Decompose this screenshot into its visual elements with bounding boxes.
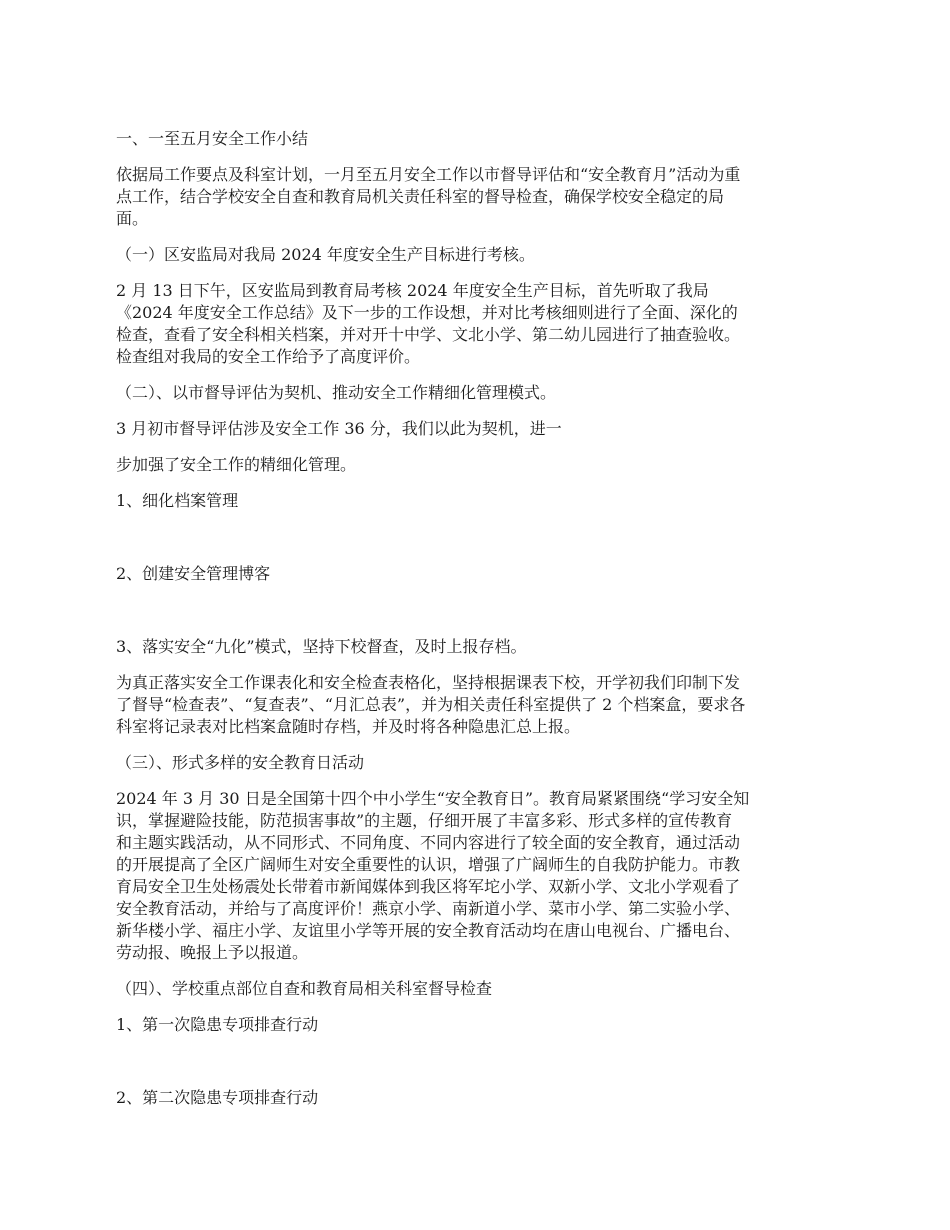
section-1-paragraph: [116, 280, 836, 368]
section-3-paragraph: [116, 788, 836, 964]
text-line: 2 月 13 日下午，区安监局到教育局考核 2024 年度安全生产目标，首先听取了我局: [116, 281, 709, 300]
text-line: 了督导“检查表”、“复查表”、“月汇总表”，并为相关责任科室提供了 2 个档案盒，要求各: [116, 695, 746, 714]
item-nine-mode: 3、落实安全“九化”模式，坚持下校督查，及时上报存档。: [116, 637, 527, 656]
text-line: 育局安全卫生处杨震处长带着市新闻媒体到我区将军坨小学、双新小学、文北小学观看了: [116, 877, 741, 896]
text-line: 点工作，结合学校安全自查和教育局机关责任科室的督导检查，确保学校安全稳定的局: [116, 187, 725, 206]
item-first-inspection: 1、第一次隐患专项排查行动: [116, 1015, 319, 1034]
text-line: 和主题实践活动，从不同形式、不同角度、不同内容进行了较全面的安全教育，通过活动: [116, 833, 741, 852]
text-line: 2024 年 3 月 30 日是全国第十四个中小学生“安全教育日”。教育局紧紧围绕“学习安全知: [116, 789, 750, 808]
section-2-line-2: 步加强了安全工作的精细化管理。: [116, 455, 357, 474]
heading-summary: 一、一至五月安全工作小结: [116, 129, 309, 148]
item-archive-management: 1、细化档案管理: [116, 491, 239, 510]
section-4-title: （四）、学校重点部位自查和教育局相关科室督导检查: [116, 979, 493, 998]
text-line: 识，掌握避险技能，防范损害事故”的主题，仔细开展了丰富多彩、形式多样的宣传教育: [116, 811, 733, 830]
text-line: 安全教育活动，并给与了高度评价！燕京小学、南新道小学、菜市小学、第二实验小学、: [116, 899, 741, 918]
item-second-inspection: 2、第二次隐患专项排查行动: [116, 1088, 319, 1107]
text-line: 新华楼小学、福庄小学、友谊里小学等开展的安全教育活动均在唐山电视台、广播电台、: [116, 921, 741, 940]
section-3-title: （三）、形式多样的安全教育日活动: [116, 753, 365, 772]
section-1-title: （一）区安监局对我局 2024 年度安全生产目标进行考核。: [116, 245, 535, 264]
item-safety-blog: 2、创建安全管理博客: [116, 564, 271, 583]
text-line: 劳动报、晚报上予以报道。: [116, 943, 309, 962]
document-page: [116, 128, 836, 1109]
text-line: 面。: [116, 209, 149, 228]
text-line: 依据局工作要点及科室计划，一月至五月安全工作以市督导评估和“安全教育月”活动为重: [116, 165, 741, 184]
text-line: 的开展提高了全区广阔师生对安全重要性的认识，增强了广阔师生的自我防护能力。市教: [116, 855, 741, 874]
text-line: 检查，查看了安全科相关档案，并对开十中学、文北小学、第二幼儿园进行了抽查验收。: [116, 325, 741, 344]
intro-paragraph: [116, 164, 836, 230]
text-line: 为真正落实安全工作课表化和安全检查表格化，坚持根据课表下校，开学初我们印制下发: [116, 673, 741, 692]
section-2-title: （二）、以市督导评估为契机、推动安全工作精细化管理模式。: [116, 383, 557, 402]
item-nine-mode-paragraph: [116, 672, 836, 738]
text-line: 检查组对我局的安全工作给予了高度评价。: [116, 347, 421, 366]
text-line: 《2024 年度安全工作总结》及下一步的工作设想，并对比考核细则进行了全面、深化的: [116, 303, 738, 322]
section-2-line-1: 3 月初市督导评估涉及安全工作 36 分，我们以此为契机，进一: [116, 419, 562, 438]
text-line: 科室将记录表对比档案盒随时存档，并及时将各种隐患汇总上报。: [116, 717, 581, 736]
